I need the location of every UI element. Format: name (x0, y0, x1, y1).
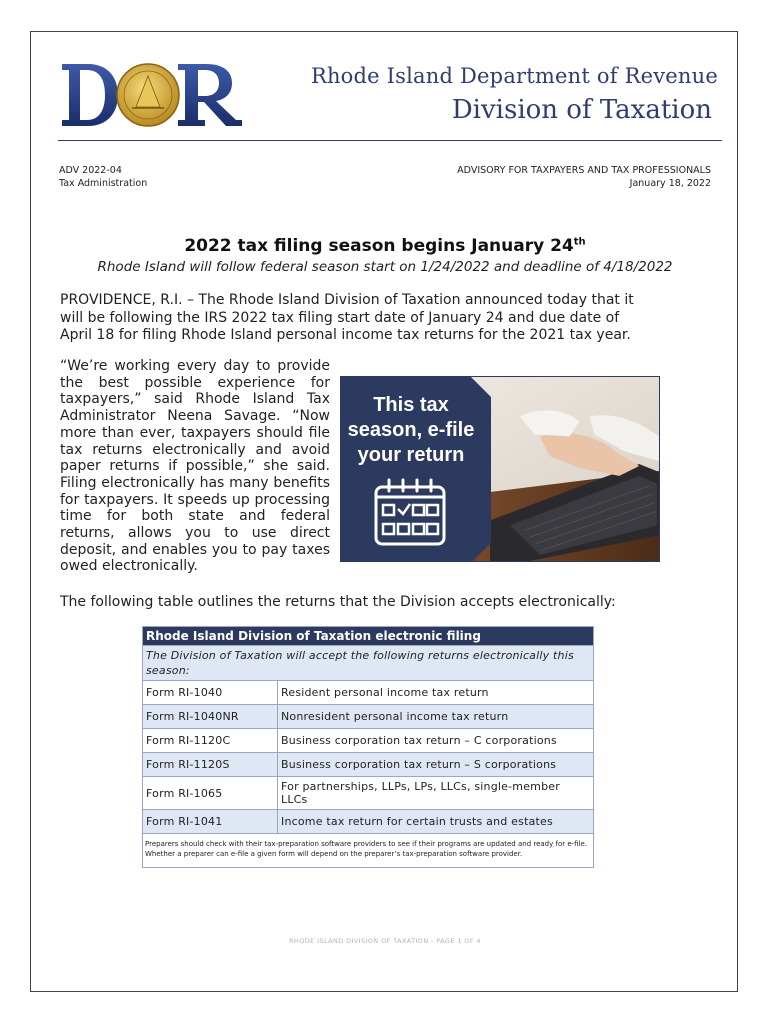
table-note: Preparers should check with their tax-preparation software providers to see if their programs are updated and ready for e-file. Whether a preparer can e-file a given form will depend on the preparer’s tax-preparation software provider. (143, 834, 594, 868)
table-row (143, 777, 594, 810)
calendar-check-icon (373, 477, 447, 547)
article-title (0, 236, 770, 256)
advisory-meta-right (457, 164, 711, 190)
form-number-cell: Form RI-1041 (143, 810, 278, 834)
department-name: Rhode Island Department of Revenue (310, 64, 718, 88)
lead-paragraph: PROVIDENCE, R.I. – The Rhode Island Division of Taxation announced today that it will be following the IRS 2022 tax filing start date of January 24 and due date of April 18 for filing Rhode Island personal income tax returns for the 2021 tax year. (60, 292, 634, 343)
form-number-cell: Form RI-1040NR (143, 705, 278, 729)
table-row (143, 753, 594, 777)
advisory-unit: Tax Administration (59, 178, 148, 189)
table-intro: The following table outlines the returns that the Division accepts electronically: (60, 594, 616, 610)
form-description-cell: Resident personal income tax return (278, 681, 594, 705)
table-row (143, 729, 594, 753)
header-divider (58, 140, 722, 141)
table-row (143, 705, 594, 729)
table-header-row (143, 627, 594, 646)
promo-line-2: season, e-file (347, 419, 475, 441)
form-description-cell: For partnerships, LLPs, LPs, LLCs, single-member LLCs (278, 777, 594, 810)
advisory-date: January 18, 2022 (629, 178, 711, 189)
form-number-cell: Form RI-1120C (143, 729, 278, 753)
article-title-text: 2022 tax filing season begins January 24 (184, 236, 574, 256)
division-name: Division of Taxation (451, 95, 712, 125)
promo-text (341, 393, 481, 468)
advisory-audience: ADVISORY FOR TAXPAYERS AND TAX PROFESSIONALS (457, 165, 711, 176)
form-number-cell: Form RI-1120S (143, 753, 278, 777)
promo-line-1: This tax (373, 394, 449, 416)
table-row (143, 681, 594, 705)
promo-line-3: your return (357, 444, 465, 466)
form-description-cell: Business corporation tax return – C corporations (278, 729, 594, 753)
form-number-cell: Form RI-1040 (143, 681, 278, 705)
form-description-cell: Business corporation tax return – S corporations (278, 753, 594, 777)
quote-paragraph: “We’re working every day to provide the best possible experience for taxpayers,” said Rhode Island Tax Administrator Neena Savage. “Now more than ever, taxpayers should file tax returns electronically and avoid paper returns if possible,” she said. Filing electronically has many benefits for taxpayers. It speeds up processing time for both state and federal returns, allows you to use direct deposit, and enables you to pay taxes owed electronically. (60, 358, 330, 575)
advisory-meta-left (59, 164, 147, 190)
article-title-sup: th (573, 236, 586, 248)
page-footer: RHODE ISLAND DIVISION OF TAXATION - PAGE 1 OF 4 (289, 937, 481, 945)
table-subheader: The Division of Taxation will accept the following returns electronically this season: (143, 646, 594, 681)
efile-table (142, 626, 594, 868)
form-number-cell: Form RI-1065 (143, 777, 278, 810)
table-note-row (143, 834, 594, 868)
table-subheader-row (143, 646, 594, 681)
table-header: Rhode Island Division of Taxation electronic filing (143, 627, 594, 646)
form-description-cell: Nonresident personal income tax return (278, 705, 594, 729)
efile-promo-image (340, 376, 660, 562)
table-row (143, 810, 594, 834)
form-description-cell: Income tax return for certain trusts and estates (278, 810, 594, 834)
dor-logo (60, 62, 242, 128)
advisory-number: ADV 2022-04 (59, 165, 122, 176)
article-subtitle: Rhode Island will follow federal season start on 1/24/2022 and deadline of 4/18/2022 (97, 259, 673, 275)
